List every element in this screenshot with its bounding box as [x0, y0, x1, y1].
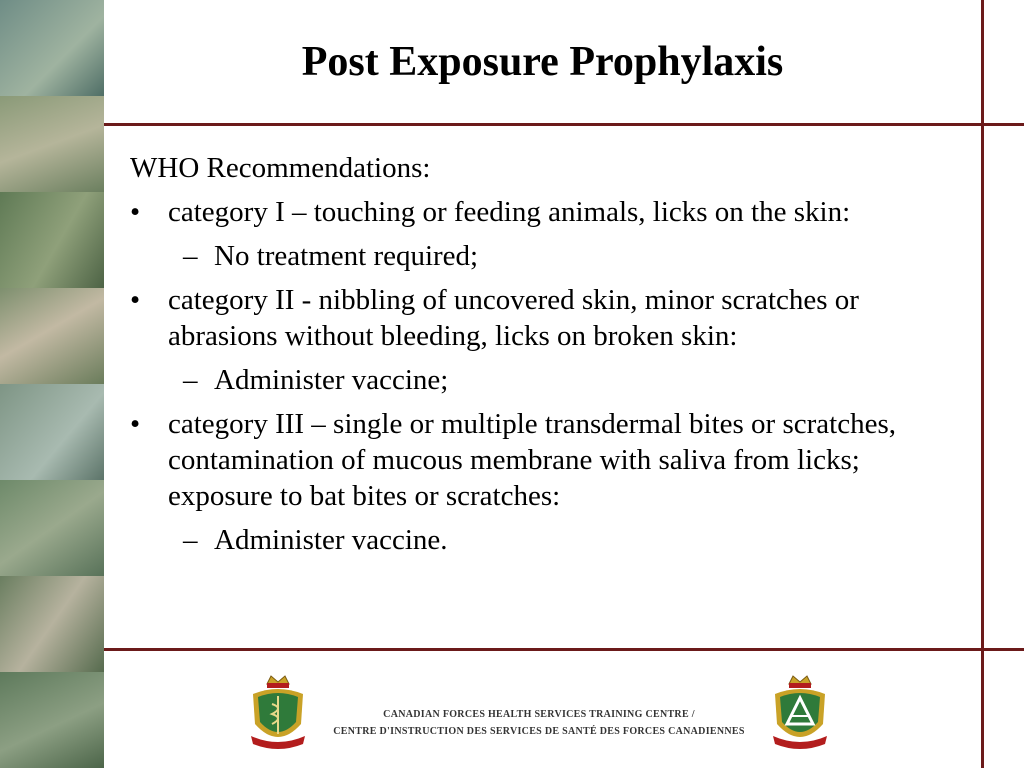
medical-caduceus-crest-icon: [247, 674, 309, 756]
bullet-item: [130, 282, 960, 354]
decorative-photo-strip: [0, 0, 104, 768]
bullet-text: category I – touching or feeding animals, licks on the skin:: [168, 196, 851, 228]
intro-text: WHO Recommendations:: [130, 152, 431, 184]
sub-text: No treatment required;: [214, 240, 479, 272]
sub-marker: –: [183, 524, 198, 556]
organization-name-fr: CENTRE D'INSTRUCTION DES SERVICES DE SANTÉ DES FORCES CANADIENNES: [333, 726, 745, 737]
training-centre-crest-icon: [769, 674, 831, 756]
right-divider-line: [981, 0, 984, 768]
bullet-marker: •: [130, 196, 141, 228]
organization-name: [309, 706, 769, 740]
bullet-item: [130, 194, 960, 230]
sub-item: [183, 362, 960, 398]
sub-marker: –: [183, 240, 198, 272]
footer-divider-line: [104, 648, 1024, 651]
bullet-marker: •: [130, 408, 141, 440]
title-divider-line: [104, 123, 1024, 126]
slide-body: [130, 150, 960, 566]
organization-name-en: CANADIAN FORCES HEALTH SERVICES TRAINING CENTRE /: [383, 709, 695, 720]
sub-item: [183, 522, 960, 558]
sub-item: [183, 238, 960, 274]
footer: [104, 652, 981, 768]
bullet-text: category II - nibbling of uncovered skin, minor scratches or abrasions without bleeding, licks on broken skin:: [168, 284, 859, 352]
sub-marker: –: [183, 364, 198, 396]
bullet-marker: •: [130, 284, 141, 316]
bullet-text: category III – single or multiple transdermal bites or scratches, contamination of mucous membrane with saliva from licks; exposure to bat bites or scratches:: [168, 408, 896, 512]
bullet-item: [130, 406, 960, 514]
sub-text: Administer vaccine;: [214, 364, 449, 396]
slide-title: Post Exposure Prophylaxis: [301, 39, 784, 85]
sub-text: Administer vaccine.: [214, 524, 448, 556]
